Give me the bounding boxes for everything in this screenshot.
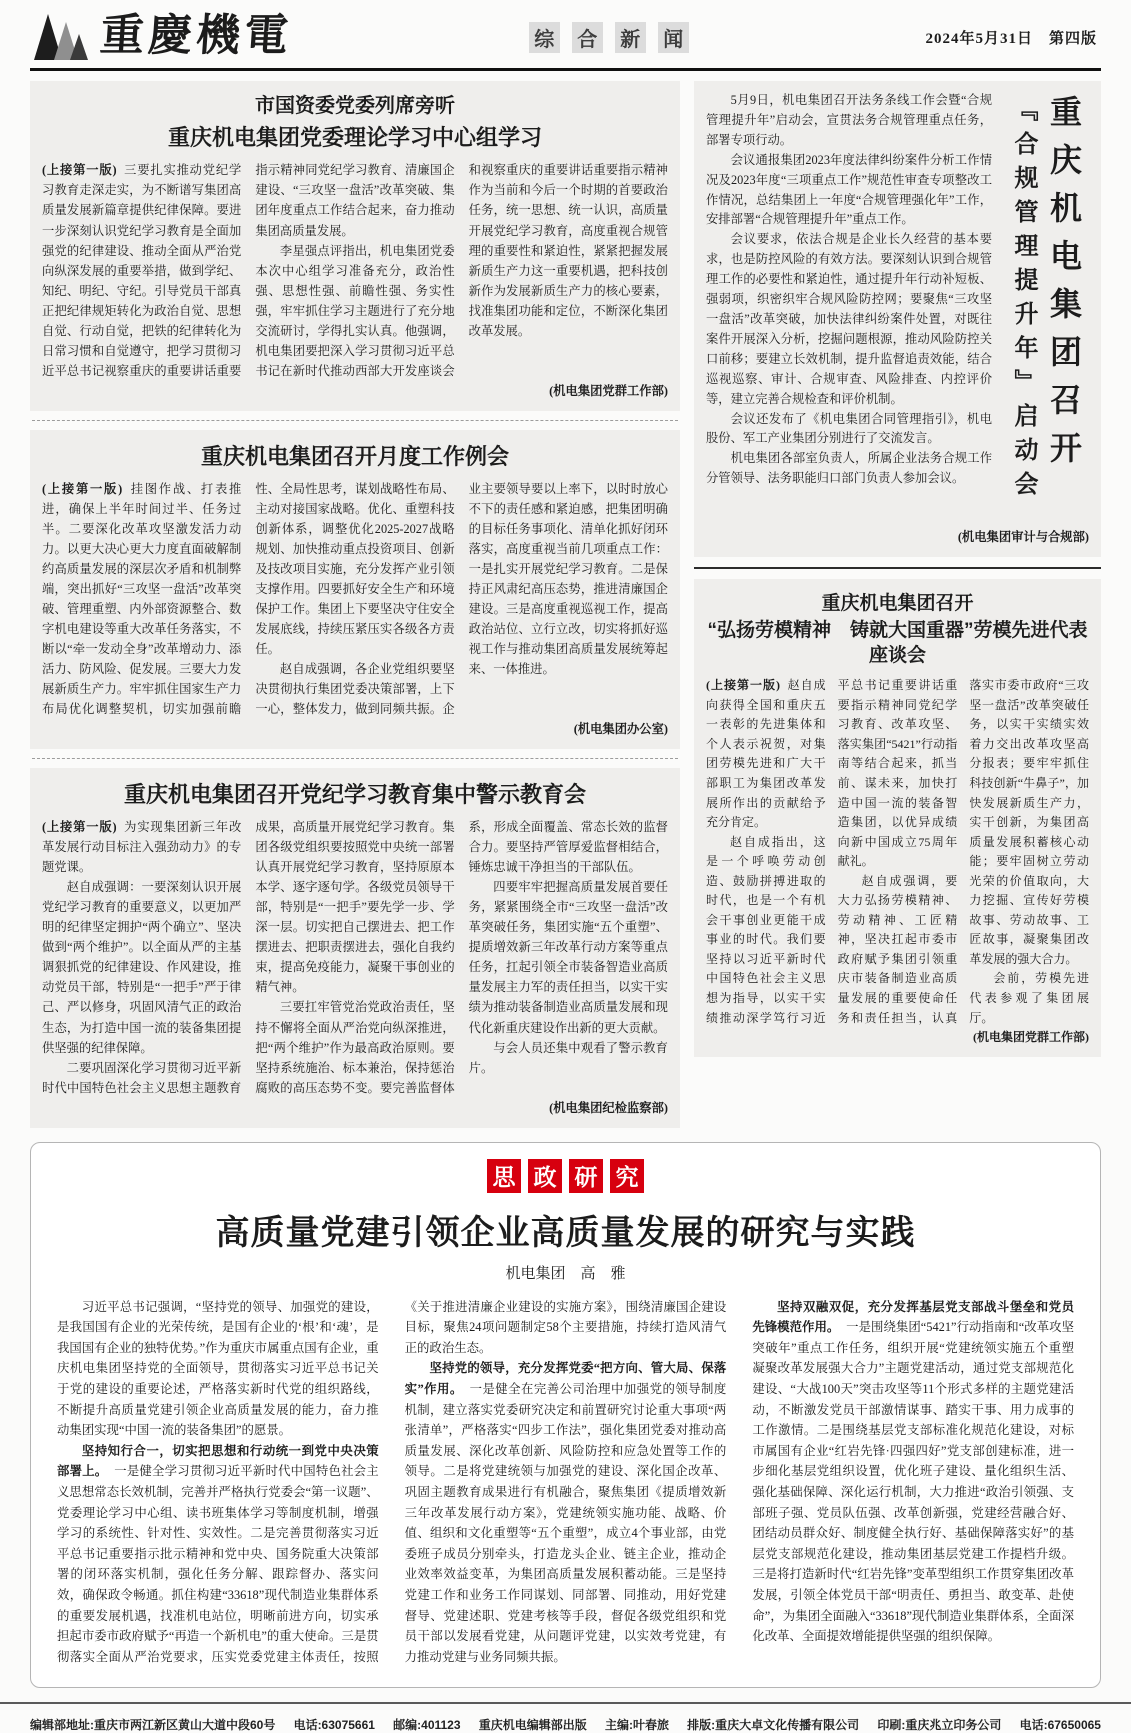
article-sign: (机电集团纪检监察部) [549,1100,668,1115]
footer-item: 排版:重庆大卓文化传播有限公司 [687,1718,860,1733]
article-body [42,160,668,380]
masthead-title: 重慶機電 [98,11,294,60]
paragraph: 坚持知行合一，切实把思想和行动统一到党中央决策部署上。 一是健全学习贯彻习近平新时代中国特色社会主义思想常态长效机制，完善并严格执行党委会“第一议题”、党委理论学习中心组、读书班集体学习等制度机制，增强学习的系统性、针对性、实效性。二是完善贯彻落实习近平总书记重要指示批示精神和党中央、国务院重大决策部署的闭环落实机制，强化任务分解、跟踪督办、落实问效，确保政令畅通。抓住构建“33618”现代制造业集群体系的重要发展机遇，找准机电站位，明晰前进方向，切实承担起市委市政府赋予“再造一个新机电”的重大使命。三是贯彻落实全面从严治党要求，压实党委党建主体责任，按照《关于推进清廉企业建设的实施方案》，围绕清廉国企建设目标，聚焦24项问题制定58个主要措施，持续打造风清气正的政治生态。 [57,1299,727,1664]
research-byline: 机电集团 高 雅 [505,1265,626,1282]
paragraph-lead: 坚持党的领导，充分发挥党委“把方向、管大局、保落实”作用。 [404,1361,727,1397]
badge-char: 政 [528,1159,562,1193]
paragraph: 二要巩固深化学习贯彻习近平新时代中国特色社会主义思想主题教育成果，高质量开展党纪学习教育。集团各级党组织要按照党中央统一部署认真开展党纪学习教育，坚持原原本本学、逐字逐句学。各级党员领导干部，特别是“一把手”要先学一步、学深一层。切实把自己摆进去、把工作摆进去、把职责摆进去，强化自我约束，提高免疫能力，凝聚干事创业的精气神。 [42,820,455,1095]
article-title-line2: 重庆机电集团党委理论学习中心组学习 [167,125,542,151]
article-sign: (机电集团党群工作部) [549,383,668,398]
article-title-line1: 市国资委党委列席旁听 [255,95,455,117]
paragraph: 会议要求，依法合规是企业长久经营的基本要求，也是防控风险的有效方法。要深刻认识到合规管理工作的必要性和紧迫性，通过提升年行动补短板、强弱项，织密织牢合规风险防控网；要聚焦“三攻坚一盘活”改革突破，加快法律纠纷案件处置，对既往案件开展深入分析，挖掘问题根源，推动风险防控关口前移；要建立长效机制，提升监督追责效能，结合巡视巡察、审计、合规审查、风险排查、内控评价等，建立完善合规检查和评价机制。 [706,232,992,406]
page-header [30,0,1101,71]
article-title-line2: “弘扬劳模精神 铸就大国重器”劳模先进代表座谈会 [707,620,1088,667]
right-column [694,81,1101,1057]
dashed-divider [32,420,678,421]
badge-char: 闻 [658,22,689,53]
badge-char: 综 [529,22,560,53]
paragraph: 会议还发布了《机电集团合同管理指引》，机电股份、军工产业集团分别进行了交流发言。 [706,411,992,446]
research-body [57,1297,1087,1668]
article-title-line1: 重庆机电集团召开 [821,593,974,614]
paragraph-lead: (上接第一版) [42,481,123,496]
paragraph-lead: 坚持知行合一，切实把思想和行动统一到党中央决策部署上。 [57,1443,379,1479]
article-body [706,676,1089,1028]
article-sign: (机电集团党群工作部) [973,1030,1089,1045]
badge-char: 合 [572,22,603,53]
paragraph: 5月9日，机电集团召开法务条线工作会暨“合规管理提升年”启动会，宣贯法务合规管理重点任务，部署专项行动。 [706,93,992,147]
research-title: 高质量党建引领企业高质量发展的研究与实践 [215,1213,916,1252]
article-body [42,817,668,1097]
footer-item: 印刷:重庆兆立印务公司 [877,1718,1002,1733]
badge-char: 思 [487,1159,521,1193]
footer-item: 邮编:401123 [393,1718,461,1733]
footer-item: 重庆机电编辑部出版 [478,1718,587,1733]
badge-char: 新 [615,22,646,53]
masthead [34,11,294,60]
page-footer [0,1702,1131,1733]
footer-item: 电话:63075661 [293,1718,375,1733]
vertical-headline-main: 重庆机电集团召开 [1046,95,1082,479]
paragraph: 四要牢牢把握高质量发展首要任务，紧紧围绕全市“三攻坚一盘活”改革突破任务，集团实施“五个重塑”、提质增效新三年改革行动方案等重点任务，扛起引领全市装备智造业高质量发展主力军的责任担当，以实干实绩为推动装备制造业高质量发展和现代化新重庆建设作出新的更大贡献。 [468,880,668,1035]
left-column [30,81,680,1128]
paragraph: 坚持双融双促，充分发挥基层党支部战斗堡垒和党员先锋模范作用。 一是围绕集团“5421”行动指南和“改革攻坚突破年”重点工作任务，组织开展“党建统领实施五个重塑 凝聚改革发展强大合力”主题党建活动，通过党支部规范化建设、“大战100天”突击攻坚等11个形式多样的主题党建活动，不断激发党员干部激情谋事、踏实干事、用力成事的工作激情。二是围绕基层党支部标准化规范化建设，对标市属国有企业“红岩先锋·四强四好”党支部创建标准，进一步细化基层党组织设置，优化班子建设、量化组织生活、强化基础保障、深化运行机制，大力推进“政治引领强、支部班子强、党员队伍强、改革创新强，党建经营融合好、团结动员群众好、制度健全执行好、基础保障落实好”的基层党支部规范化建设，推动集团基层党建工作提档升级。三是将打造新时代“红岩先锋”变革型组织工作贯穿集团改革发展，引领全体党员干部“明责任、勇担当、敢变革、赴使命”，为集团全面融入“33618”现代制造业集群体系，全面深化改革、全面提效增能提供坚强的组织保障。 [752,1299,1087,1644]
vertical-headline [1002,91,1089,527]
paragraph: 会议通报集团2023年度法律纠纷案件分析工作情况及2023年度“三项重点工作”规范性审查专项整改工作情况，总结集团上一年度“合规管理强化年”工作，安排部署“合规管理提升年”重点工作。 [706,152,992,227]
article-body [42,479,668,719]
article-sign: (机电集团审计与合规部) [957,530,1089,544]
paragraph: 机电集团各部室负责人，所属企业法务合规工作分管领导、法务职能归口部门负责人参加会议。 [706,451,992,486]
article-labor-model-forum [694,579,1101,1057]
article-center-group-study [30,81,680,411]
article-sign: (机电集团办公室) [573,722,668,737]
paragraph: 坚持党的领导，充分发挥党委“把方向、管大局、保落实”作用。 一是健全在完善公司治理中加强党的领导制度机制，建立落实党委研究决定和前置研究讨论重大事项“两张清单”，严格落实“四步工作法”，强化集团党委对推动高质量发展、深化改革创新、风险防控和应急处置等工作的领导。二是将党建统领与加强党的建设、深化国企改革、巩固主题教育成果进行有机融合，聚焦集团《提质增效新三年改革发展行动方案》，党建统领实施功能、战略、价值、组织和文化重塑等“五个重塑”，成立4个事业部，由党委班子成员分别牵头，打造龙头企业、链主企业，推动企业效率效益变革，为集团高质量发展积蓄动能。三是坚持党建工作和业务工作同谋划、同部署、同推动，用好党建督导、党建述职、党建考核等手段，督促各级党组织和党员干部以发展看党建，从问题评党建，以实效考党建，有力推动党建与业务同频共振。 [404,1361,727,1664]
footer-item: 电话:67650065 [1019,1718,1101,1733]
research-section [30,1142,1101,1689]
footer-item: 主编:叶春旅 [604,1718,669,1733]
paragraph: 赵自成强调，各企业党组织要坚决贯彻执行集团党委决策部署，上下一心，整体发力，做到同频共振。企业主要领导要以上率下，以时时放心不下的责任感和紧迫感，把集团明确的目标任务事项化、清单化抓好闭环落实，高度重视当前几项重点工作：一是扎实开展党纪学习教育。二是保持正风肃纪高压态势，推进清廉国企建设。三是高度重视巡视工作，提高政治站位、立行立改，切实将抓好巡视工作与推动集团高质量发展统筹起来、一体推进。 [255,481,668,717]
solid-divider [694,567,1101,569]
paragraph: 与会人员还集中观看了警示教育片。 [468,1040,668,1075]
research-badge [57,1159,1074,1193]
paragraph-lead: (上接第一版) [706,678,781,693]
article-monthly-meeting [30,430,680,749]
paragraph: 李星强点评指出，机电集团党委本次中心组学习准备充分，政治性强、思想性强、前瞻性强、务实性强，牢牢抓住学习主题进行了充分地交流研讨，学得扎实认真。他强调，机电集团要把深入学习贯彻习近平总书记在新时代推动西部大开发座谈会和视察重庆的重要讲话重要指示精神作为当前和今后一个时期的首要政治任务，统一思想、统一认识，高质量开展党纪学习教育，高度重视合规管理的重要性和紧迫性，紧紧把握发展新质生产力这一重要机遇，把科技创新作为发展新质生产力的核心要素，找准集团功能和定位，不断深化集团改革发展。 [255,163,668,378]
article-warning-education [30,768,680,1127]
date-edition-line: 2024年5月31日 第四版 [925,30,1097,47]
paragraph-lead: 坚持双融双促，充分发挥基层党支部战斗堡垒和党员先锋模范作用。 [752,1299,1074,1335]
paragraph: 赵自成指出，这是一个呼唤劳动创造、鼓励拼搏进取的时代，也是一个有机会干事创业更能干成事业的时代。我们要坚持以习近平新时代中国特色社会主义思想为指导，以实干实绩推动深学笃行习近平总书记重要讲话重要指示精神同党纪学习教育、改革攻坚、落实集团“5421”行动指南等结合起来，抓当前、谋未来，加快打造中国一流的装备智造集团，以优异成绩向新中国成立75周年献礼。 [706,678,958,1025]
paragraph: 三要扛牢管党治党政治责任，坚持不懈将全面从严治党向纵深推进，把“两个维护”作为最高政治原则。要坚持系统施治、标本兼治，保持惩治腐败的高压态势不变。要完善监督体系，形成全面覆盖、常态长效的监督合力。要坚持严管厚爱监督相结合，锤炼忠诚干净担当的干部队伍。 [255,820,668,1095]
mountain-logo-icon [34,14,92,60]
badge-char: 研 [569,1159,603,1193]
article-title: 重庆机电集团召开月度工作例会 [200,443,509,469]
footer-item: 编辑部地址:重庆市两江新区黄山大道中段60号 [30,1718,276,1733]
article-body [706,91,992,527]
paragraph: 会前，劳模先进代表参观了集团展厅。 [969,971,1089,1025]
paragraph: 赵自成强调，要大力弘扬劳模精神、劳动精神、工匠精神，坚决扛起市委市政府赋予集团引领重庆市装备制造业高质量发展的重要使命任务和责任担当，认真落实市委市政府“三攻坚一盘活”改革突破任务，以实干实绩实效着力交出改革攻坚高分报表；要牢牢抓住科技创新“牛鼻子”，加快发展新质生产力，实干创新，为集团高质量发展积蓄核心动能；要牢固树立劳动光荣的价值取向，大力挖掘、宣传好劳模故事、劳动故事、工匠故事，凝聚集团改革发展的强大合力。 [837,678,1089,1025]
badge-char: 究 [610,1159,644,1193]
article-title: 重庆机电集团召开党纪学习教育集中警示教育会 [123,782,586,808]
article-compliance-launch [694,81,1101,557]
paragraph: (上接第一版) 为实现集团新三年改革发展行动目标注入强劲动力》的专题党课。 [42,820,242,875]
section-badge [529,22,689,53]
paragraph: (上接第一版) 赵自成向获得全国和重庆五一表彰的先进集体和个人表示祝贺，对集团劳模先进和广大干部职工为集团改革发展所作出的贡献给予充分肯定。 [706,678,826,830]
paragraph-lead: (上接第一版) [42,820,117,835]
paragraph: 赵自成强调：一要深刻认识开展党纪学习教育的重要意义，以更加严明的纪律坚定拥护“两个确立”、坚决做到“两个维护”。以全面从严的主基调狠抓党的纪律建设、作风建设，推动党员干部，特别是“一把手”严于律己、严以修身，巩固风清气正的政治生态，为打造中国一流的装备集团提供坚强的纪律保障。 [42,880,242,1055]
paragraph: 习近平总书记强调，“坚持党的领导、加强党的建设，是我国国有企业的光荣传统，是国有企业的‘根’和‘魂’，是我国国有企业的独特优势。”作为重庆市属重点国有企业，重庆机电集团坚持党的全面领导，贯彻落实习近平总书记关于党的建设的重要论述，严格落实新时代党的组织路线，不断提升高质量党建引领企业高质量发展的能力，奋力推动集团实现“中国一流的装备集团”的愿景。 [57,1299,379,1438]
paragraph: (上接第一版) 三要扎实推动党纪学习教育走深走实，为不断谱写集团高质量发展新篇章提供纪律保障。要进一步深刻认识党纪学习教育是全面加强党的纪律建设、推动全面从严治党向纵深发展的重要举措，做到学纪、知纪、明纪、守纪。引导党员干部真正把纪律规矩转化为政治自觉、思想自觉、行动自觉，把铁的纪律转化为日常习惯和自觉遵守，把学习贯彻习近平总书记视察重庆的重要讲话重要指示精神同党纪学习教育、清廉国企建设、“三攻坚一盘活”改革突破、集团年度重点工作结合起来，奋力推动集团高质量发展。 [42,163,455,378]
vertical-headline-sub: 『合规管理提升年』启动会 [1010,97,1037,505]
paragraph: (上接第一版) 挂图作战、打表推进，确保上半年时间过半、任务过半。二要深化改革攻坚激发活力动力。以更大决心更大力度直面破解制约高质量发展的深层次矛盾和机制弊端，突出抓好“三攻坚一盘活”改革突破、管理重塑、内外部资源整合、数字机电建设等重大改革任务落实，不断以“牵一发动全身”改革增动力、添活力、防风险、促发展。三要大力发展新质生产力。牢牢抓住国家生产力布局优化调整契机，切实加强前瞻性、全局性思考，谋划战略性布局、主动对接国家战略。优化、重塑科技创新体系，调整优化2025-2027战略规划、加快推动重点投资项目、创新及技改项目实施，充分发挥产业引领支撑作用。四要抓好安全生产和环境保护工作。集团上下要坚决守住安全发展底线，持续压紧压实各级各方责任。 [42,481,455,717]
paragraph-lead: (上接第一版) [42,163,117,178]
dashed-divider [32,758,678,759]
